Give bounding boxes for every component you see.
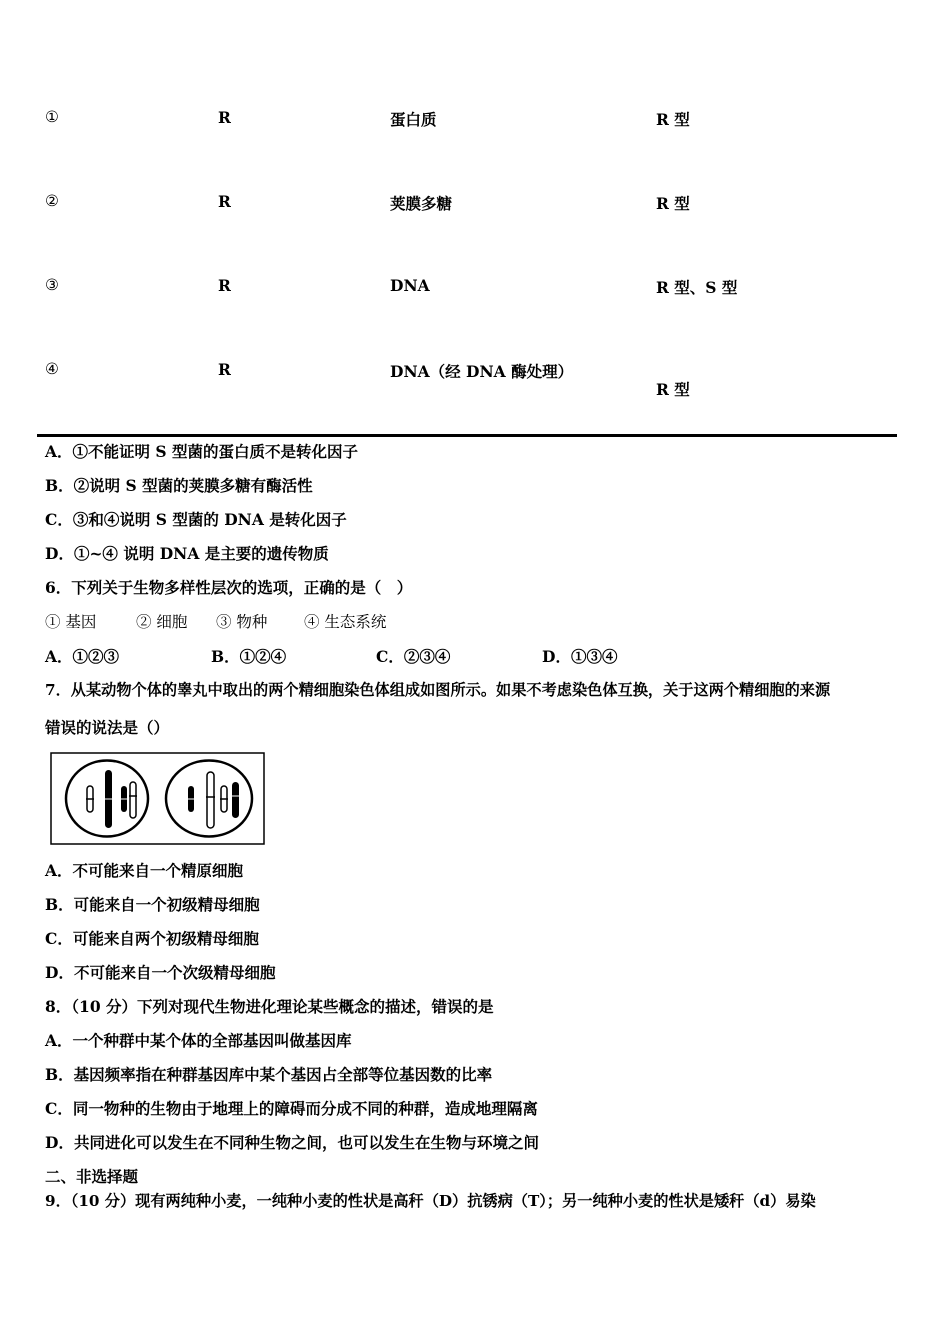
row-4-strain: R bbox=[218, 360, 231, 379]
row-2-result: R 型 bbox=[656, 194, 690, 213]
row-4-substance: DNA（经 DNA 酶处理） bbox=[390, 362, 574, 381]
q6-option-c: C．②③④ bbox=[376, 647, 451, 666]
row-1-result: R 型 bbox=[656, 110, 690, 129]
row-2-substance: 荚膜多糖 bbox=[390, 194, 453, 213]
q6-option-b: B．①②④ bbox=[211, 647, 287, 666]
row-1-substance: 蛋白质 bbox=[390, 110, 437, 129]
row-4-result: R 型 bbox=[656, 380, 690, 399]
section-title: 二、非选择题 bbox=[45, 1167, 139, 1186]
q6-item-4: ④ 生态系统 bbox=[304, 613, 387, 631]
row-3-no: ③ bbox=[45, 276, 59, 294]
q8-option-c: C．同一物种的生物由于地理上的障碍而分成不同的种群，造成地理隔离 bbox=[45, 1099, 538, 1118]
row-2-strain: R bbox=[218, 192, 231, 211]
q8-stem: 8．（10 分）下列对现代生物进化理论某些概念的描述，错误的是 bbox=[45, 997, 494, 1016]
q6-stem: 6．下列关于生物多样性层次的选项，正确的是（ ） bbox=[45, 578, 413, 597]
row-1-no: ① bbox=[45, 108, 59, 126]
q7-option-d: D．不可能来自一个次级精母细胞 bbox=[45, 963, 276, 982]
q6-item-3: ③ 物种 bbox=[216, 613, 268, 631]
row-3-result: R 型、S 型 bbox=[656, 278, 738, 297]
row-3-strain: R bbox=[218, 276, 231, 295]
sperm-cells-chromosome-figure bbox=[50, 752, 265, 845]
row-1-strain: R bbox=[218, 108, 231, 127]
q5-option-a: A．①不能证明 S 型菌的蛋白质不是转化因子 bbox=[45, 442, 359, 461]
row-2-no: ② bbox=[45, 192, 59, 210]
q7-stem-line1: 7．从某动物个体的睾丸中取出的两个精细胞染色体组成如图所示。如果不考虑染色体互换，关于这两个精细胞的来源 bbox=[45, 681, 831, 699]
q8-option-b: B．基因频率指在种群基因库中某个基因占全部等位基因数的比率 bbox=[45, 1065, 493, 1084]
q8-option-a: A．一个种群中某个体的全部基因叫做基因库 bbox=[45, 1031, 352, 1050]
q5-option-b: B．②说明 S 型菌的荚膜多糖有酶活性 bbox=[45, 476, 313, 495]
q6-item-2: ② 细胞 bbox=[136, 613, 188, 631]
q7-option-c: C．可能来自两个初级精母细胞 bbox=[45, 929, 259, 948]
q9-stem: 9．（10 分）现有两纯种小麦，一纯种小麦的性状是高秆（D）抗锈病（T）；另一纯种小麦的性状是矮秆（d）易染 bbox=[45, 1192, 816, 1210]
q5-option-d: D．①~④ 说明 DNA 是主要的遗传物质 bbox=[45, 544, 329, 563]
q7-option-b: B．可能来自一个初级精母细胞 bbox=[45, 895, 260, 914]
q6-option-d: D．①③④ bbox=[542, 647, 618, 666]
q8-option-d: D．共同进化可以发生在不同种生物之间，也可以发生在生物与环境之间 bbox=[45, 1133, 539, 1152]
q6-option-a: A．①②③ bbox=[45, 647, 120, 666]
q7-option-a: A．不可能来自一个精原细胞 bbox=[45, 861, 244, 880]
q6-item-1: ① 基因 bbox=[45, 613, 97, 631]
table-bottom-rule bbox=[37, 434, 897, 437]
q5-option-c: C．③和④说明 S 型菌的 DNA 是转化因子 bbox=[45, 510, 347, 529]
row-4-no: ④ bbox=[45, 360, 59, 378]
row-3-substance: DNA bbox=[390, 276, 430, 295]
q7-stem-line2: 错误的说法是（） bbox=[45, 718, 170, 737]
